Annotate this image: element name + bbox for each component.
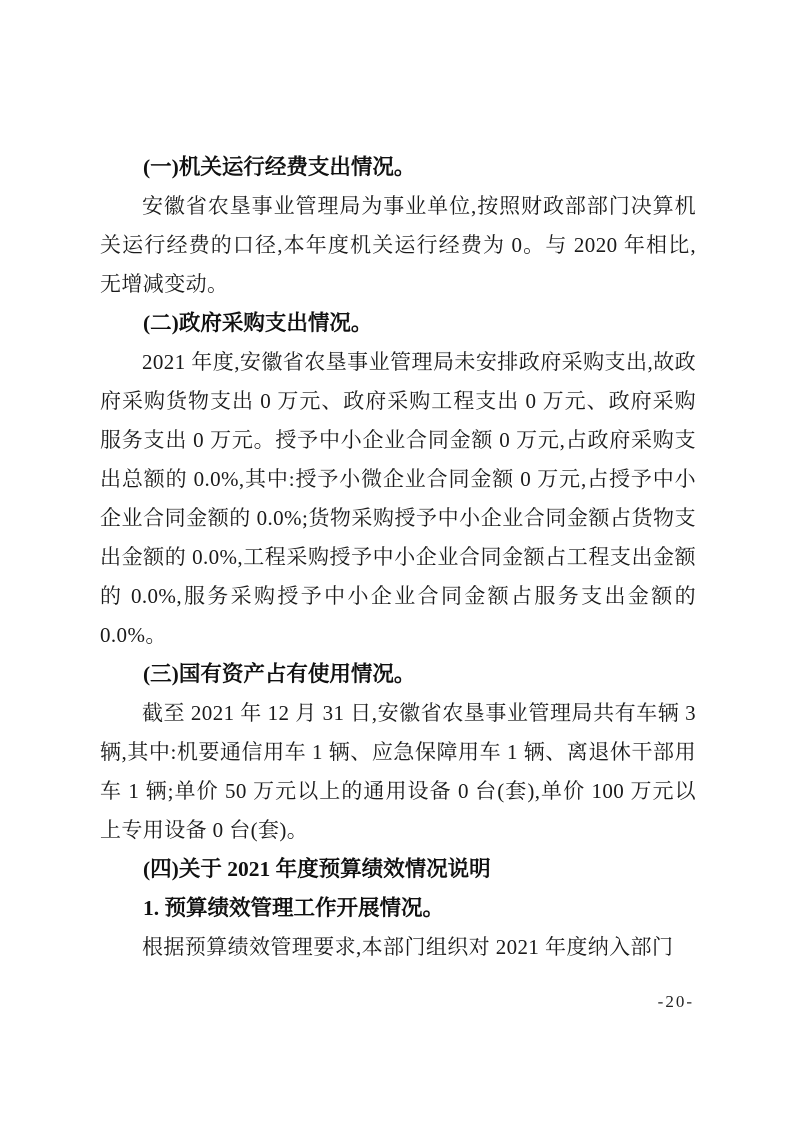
para-performance-intro: 根据预算绩效管理要求,本部门组织对 2021 年度纳入部门 [142,935,674,959]
para-gov-procurement: 2021 年度,安徽省农垦事业管理局未安排政府采购支出,故政府采购货物支出 0 万元、政府采购工程支出 0 万元、政府采购服务支出 0 万元。授予中小企业合同金额 0 万元,占政府采购支出总额的 0.0%,其中:授予小微企业合同金额 0 万元,占授予中小企业合同金额的 0.0%;货物采购授予中小企业合同金额占货物支出金额的 0.0%,工程采购授予中小企业合同金额占工程支出金额的 0.0%,服务采购授予中小企业合同金额占服务支出金额的 0.0%。 [100,350,696,647]
page-number: -20- [657,992,694,1011]
section-heading-budget-performance: (四)关于 2021 年度预算绩效情况说明 [143,857,491,881]
para-operating-expenses: 安徽省农垦事业管理局为事业单位,按照财政部部门决算机关运行经费的口径,本年度机关运行经费为 0。与 2020 年相比,无增减变动。 [100,194,696,296]
section-heading-state-assets: (三)国有资产占有使用情况。 [143,662,416,686]
subheading-performance-management: 1. 预算绩效管理工作开展情况。 [143,896,445,920]
document-body [100,148,696,967]
section-heading-gov-procurement: (二)政府采购支出情况。 [143,311,373,335]
section-heading-operating-expenses: (一)机关运行经费支出情况。 [143,155,416,179]
para-state-assets: 截至 2021 年 12 月 31 日,安徽省农垦事业管理局共有车辆 3 辆,其中:机要通信用车 1 辆、应急保障用车 1 辆、离退休干部用车 1 辆;单价 50 万元以上的通用设备 0 台(套),单价 100 万元以上专用设备 0 台(套)。 [100,701,696,842]
